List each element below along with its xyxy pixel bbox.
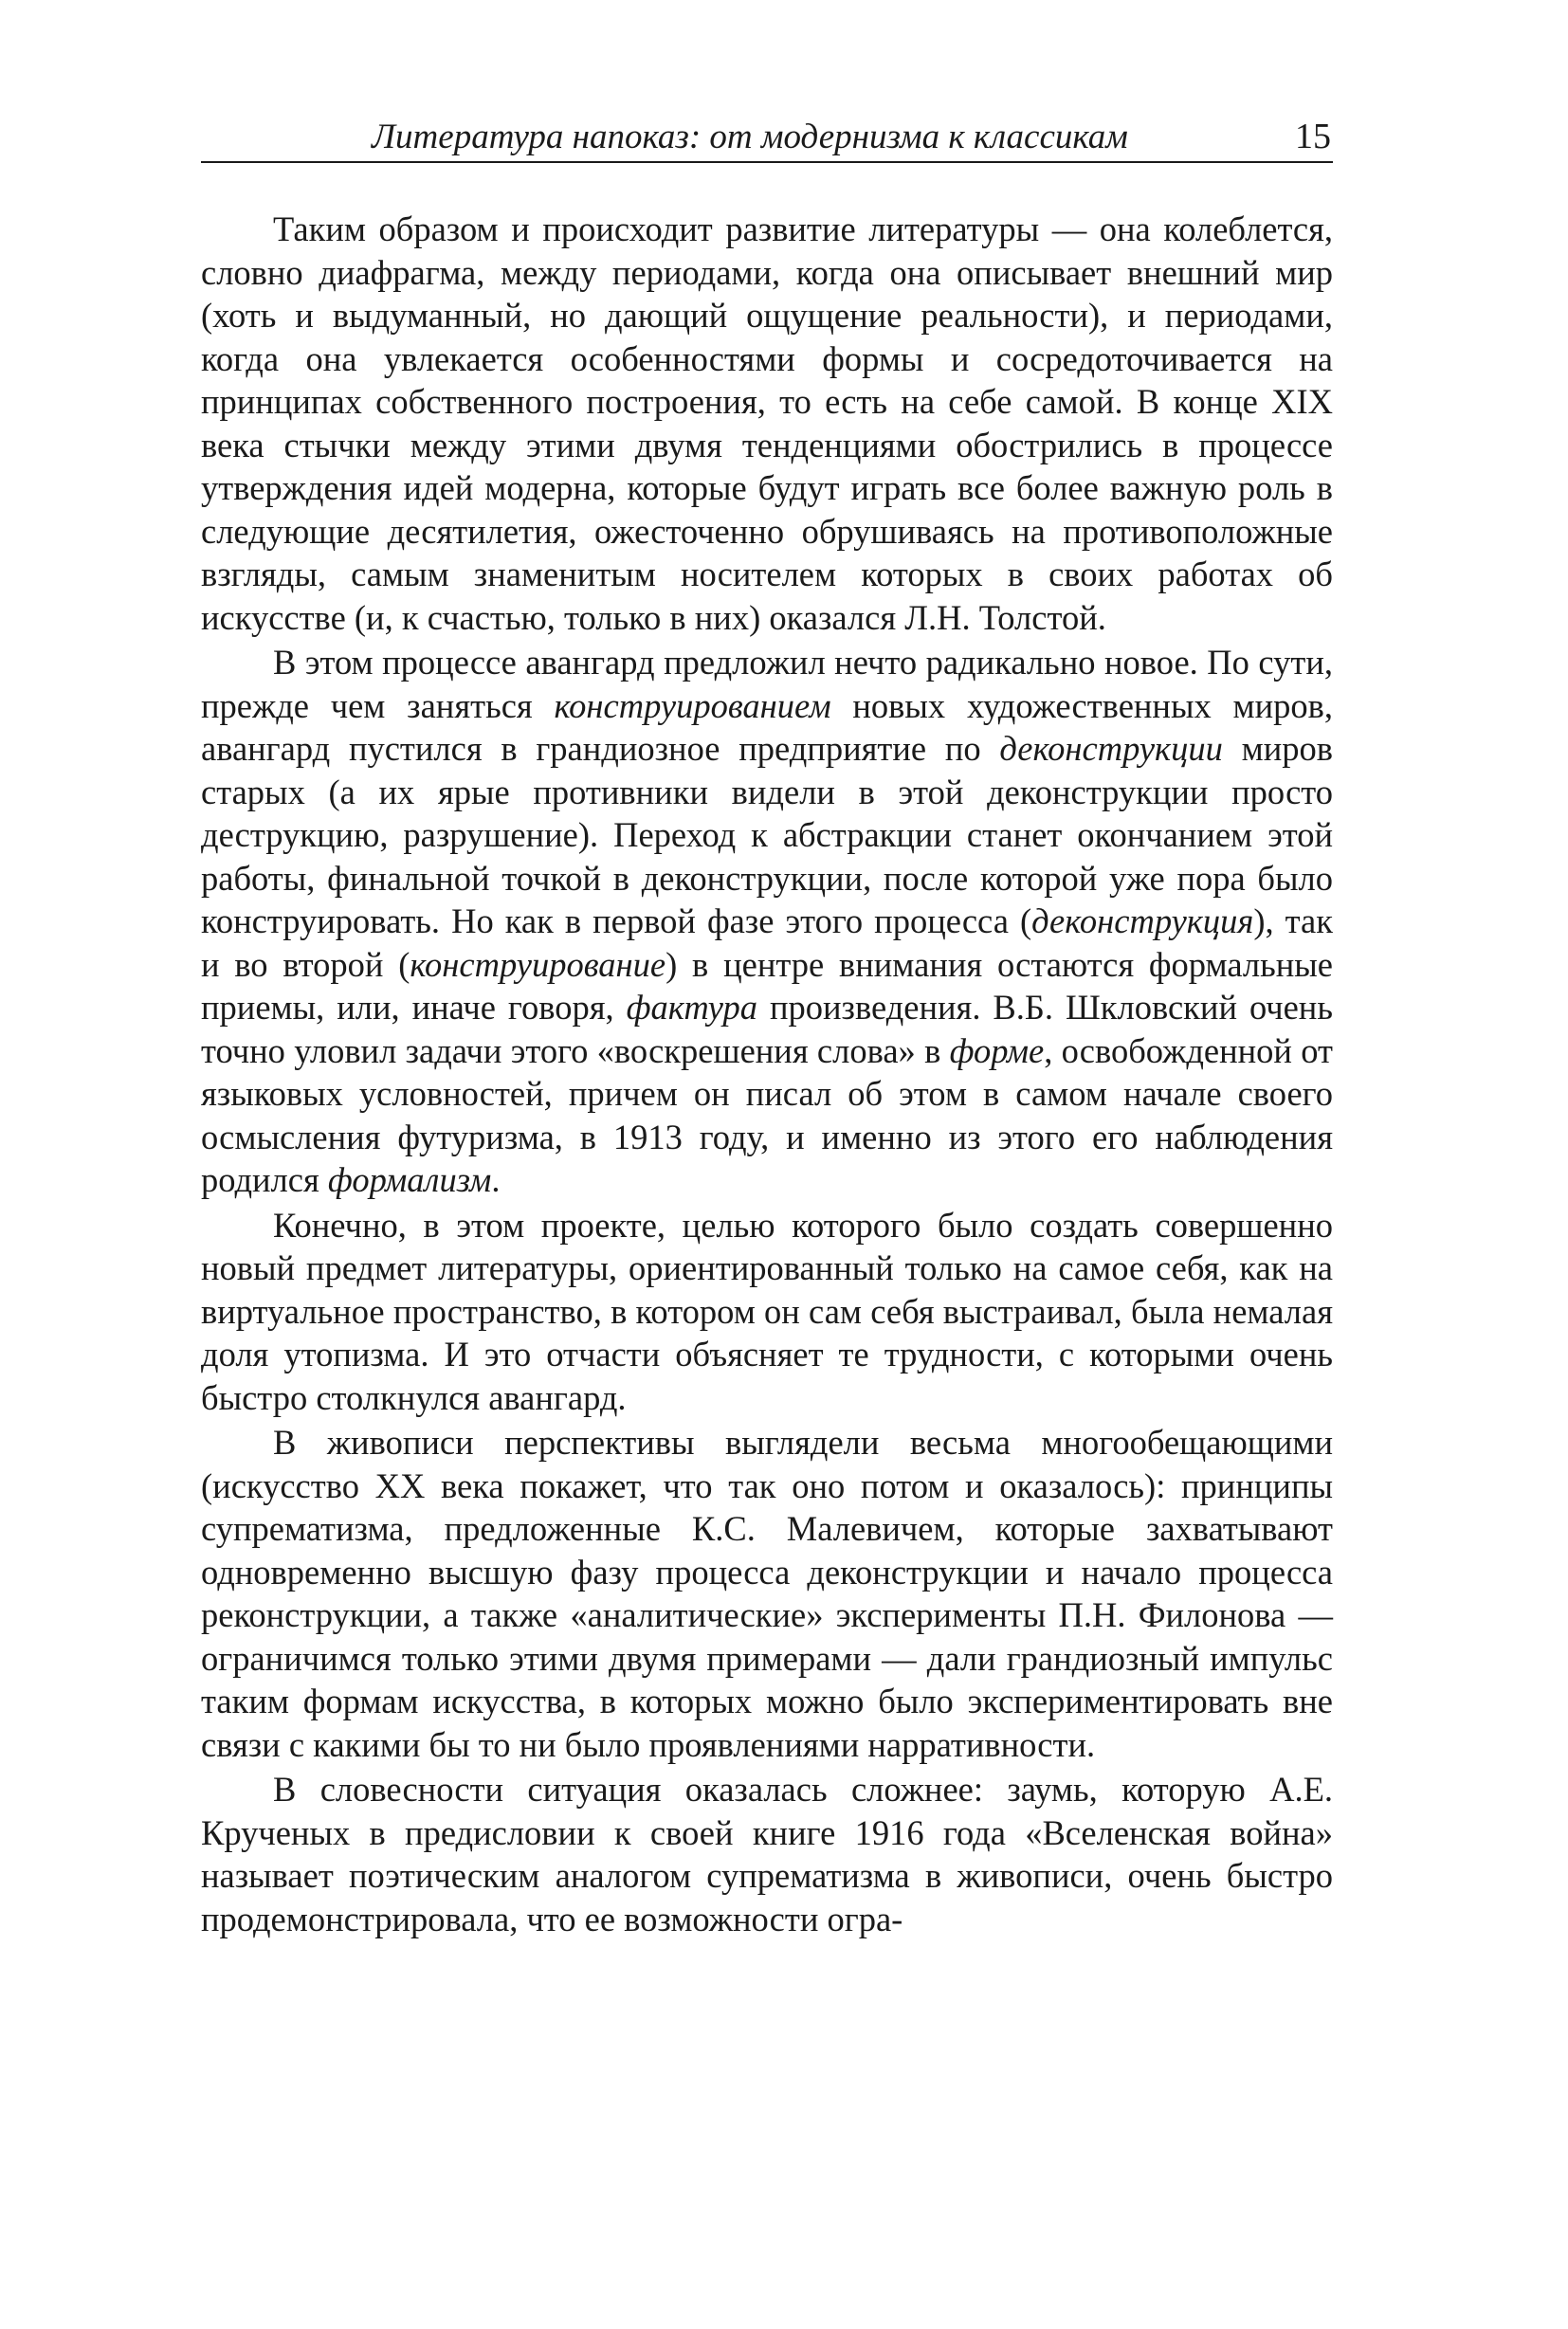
emphasis: формализм bbox=[327, 1160, 492, 1199]
text-segment: ) в центре внимания остаются формальные приемы, или, иначе говоря, bbox=[201, 944, 1333, 1027]
page-number: 15 bbox=[1295, 117, 1331, 156]
text-segment: Таким образом и происходит развитие литературы — она колеблется, словно диафрагма, между периодами, когда она описывает внешний мир (хоть и выдуманный, но дающий ощущение реальности), и периодами, когда она увлекается особенностями формы и сосредоточивается на принципах собственного построения, то есть на себе самой. В конце XIX века стычки между этими двумя тенденциями обострились в процессе утверждения идей модерна, которые будут играть все более важную роль в следующие десятилетия, ожесточенно обрушиваясь на противоположные взгляды, самым знаменитым носителем которых в своих работах об искусстве (и, к счастью, только в них) оказался Л.Н. Толстой. bbox=[201, 209, 1333, 637]
body-text bbox=[201, 208, 1333, 1940]
emphasis: конструированием bbox=[554, 685, 831, 725]
emphasis: фактура bbox=[626, 988, 758, 1027]
paragraph bbox=[201, 1421, 1333, 1766]
book-page bbox=[201, 112, 1333, 1940]
running-head-title: Литература напоказ: от модернизма к классикам bbox=[372, 118, 1128, 156]
paragraph bbox=[201, 1768, 1333, 1940]
text-segment: В этом процессе авангард предложил нечто радикально новое. По сути, прежде чем заняться bbox=[201, 643, 1333, 725]
text-segment: новых художественных миров, авангард пустился в грандиозное предприятие по bbox=[201, 685, 1334, 768]
text-segment: , освобожденной от языковых условностей, причем он писал об этом в самом начале своего осмысления футуризма, в 1913 году, и именно из этого его наблюдения родился bbox=[201, 1030, 1333, 1199]
text-segment: миров старых (а их ярые противники видели в этой деконструкции просто деструкцию, разрушение). Переход к абстракции станет окончанием этой работы, финальной точкой в деконструкции, после которой уже пора было конструировать. Но как в первой фазе этого процесса ( bbox=[201, 729, 1333, 940]
emphasis: деконструкция bbox=[1031, 901, 1254, 940]
text-segment: В словесности ситуация оказалась сложнее: заумь, которую А.Е. Крученых в предисловии к своей книге 1916 года «Вселенская война» называет поэтическим аналогом супрематизма в живописи, очень быстро продемонстрировала, что ее возможности огра- bbox=[201, 1770, 1333, 1938]
text-segment: произведения. В.Б. Шкловский очень точно уловил задачи этого «воскрешения слова» в bbox=[201, 988, 1333, 1070]
emphasis: конструирование bbox=[410, 944, 666, 984]
paragraph bbox=[201, 1204, 1333, 1420]
emphasis: деконструкции bbox=[999, 729, 1223, 768]
text-segment: ), так и во второй ( bbox=[201, 901, 1333, 984]
running-head bbox=[201, 112, 1333, 163]
emphasis: форме bbox=[949, 1030, 1045, 1070]
paragraph bbox=[201, 208, 1333, 639]
text-segment: . bbox=[491, 1160, 501, 1199]
text-segment: Конечно, в этом проекте, целью которого было создать совершенно новый предмет литературы, ориентированный только на самое себя, как на виртуальное пространство, в котором он сам себя выстраивал, была немалая доля утопизма. И это отчасти объясняет те трудности, с которыми очень быстро столкнулся авангард. bbox=[201, 1205, 1333, 1417]
paragraph bbox=[201, 641, 1333, 1202]
text-segment: В живописи перспективы выглядели весьма многообещающими (искусство XX века покажет, что так оно потом и оказалось): принципы супрематизма, предложенные К.С. Малевичем, которые захватывают одновременно высшую фазу процесса деконструкции и начало процесса реконструкции, а также «аналитические» эксперименты П.Н. Филонова — ограничимся только этими двумя примерами — дали грандиозный импульс таким формам искусства, в которых можно было экспериментировать вне связи с какими бы то ни было проявлениями нарративности. bbox=[201, 1423, 1333, 1764]
